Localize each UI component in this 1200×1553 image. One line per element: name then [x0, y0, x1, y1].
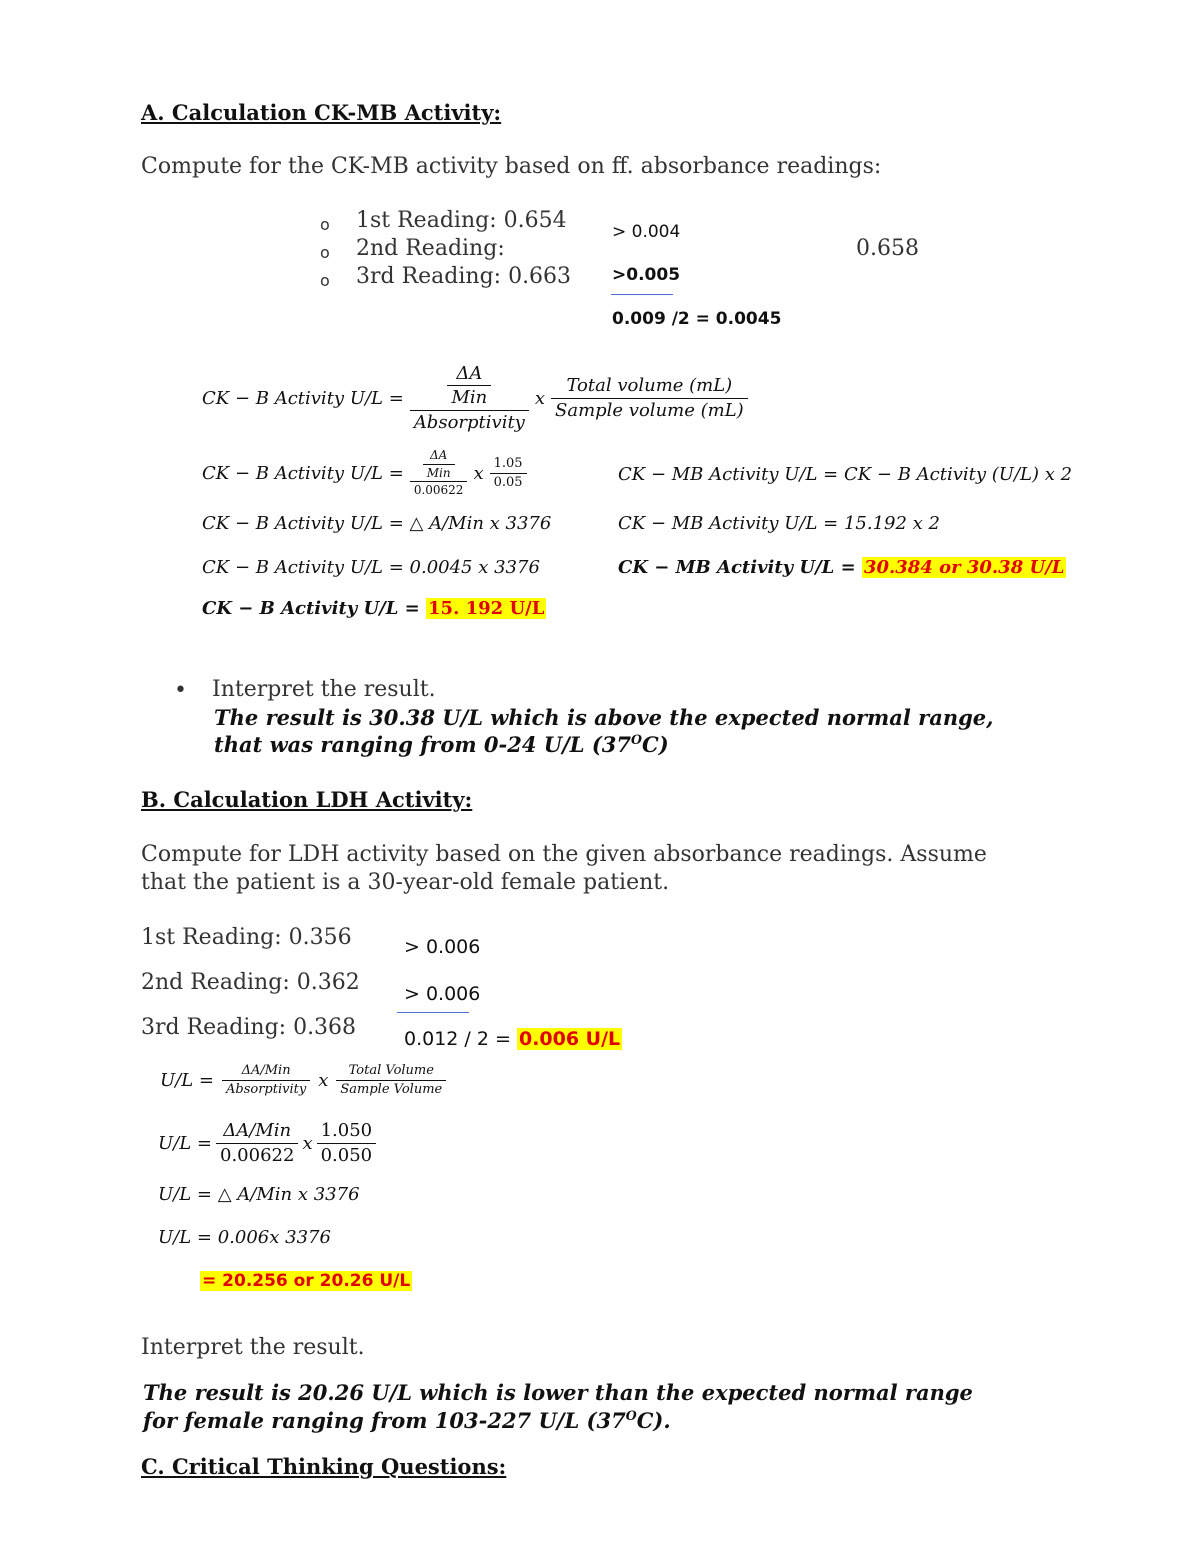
ldh-diff-sum-result: 0.006 U/L [518, 1028, 621, 1050]
delta-a: ΔA [447, 363, 491, 387]
ldh-reading-2: 2nd Reading: 0.362 [141, 970, 360, 995]
sample-volume-value: 0.050 [320, 1144, 373, 1166]
ldh-formula-substituted [158, 1114, 376, 1172]
times-sign: x [318, 1069, 329, 1091]
ck-mb-result-line [618, 557, 1066, 578]
section-b-heading: B. Calculation LDH Activity: [141, 787, 473, 812]
ldh-step-4: U/L = 0.006x 3376 [158, 1227, 331, 1248]
section-b-instruction-1: Compute for LDH activity based on the given absorbance readings. Assume [141, 842, 987, 867]
reading-1: 1st Reading: 0.654 [356, 208, 567, 233]
diff-sum: 0.009 /2 = 0.0045 [612, 309, 782, 329]
formula-lhs: CK − B Activity U/L = [202, 462, 404, 484]
delta-per-min: ΔA/Min [216, 1120, 298, 1144]
ldh-diff-sum [404, 1028, 622, 1050]
formula-lhs: U/L = [158, 1132, 212, 1154]
section-b-interpret-prompt: Interpret the result. [141, 1335, 365, 1360]
ldh-formula-general [160, 1058, 446, 1102]
total-volume-value: 1.050 [317, 1120, 377, 1144]
ck-b-result-value: 15. 192 U/L [428, 598, 545, 619]
ldh-diff-2: > 0.006 [404, 983, 481, 1005]
ck-b-formula-substituted [202, 442, 527, 504]
delta-per-min [447, 363, 491, 409]
volume-fraction [336, 1063, 446, 1097]
delta-a: ΔA [423, 448, 455, 464]
reading-2: 2nd Reading: [356, 236, 505, 261]
section-c-heading: C. Critical Thinking Questions: [141, 1454, 507, 1479]
section-a-interpretation-line-1: The result is 30.38 U/L which is above the expected normal range, [214, 705, 994, 730]
delta-per-min: ΔA/Min [222, 1063, 310, 1081]
ck-b-result-lhs: CK − B Activity U/L = [202, 598, 427, 619]
diff-1: > 0.004 [612, 222, 681, 242]
ck-b-formula-general [202, 358, 748, 438]
section-b-interpretation-line-2 [143, 1408, 671, 1433]
formula-fraction [216, 1120, 298, 1166]
total-volume: Total Volume [336, 1063, 446, 1081]
interpret-bullet: • [174, 678, 187, 703]
sum-rule [611, 294, 673, 295]
ldh-reading-3: 3rd Reading: 0.368 [141, 1015, 357, 1040]
interp-text: C) [641, 732, 669, 757]
sample-volume: Sample Volume [340, 1081, 443, 1097]
interp-text: C). [636, 1408, 671, 1433]
volume-fraction [317, 1120, 377, 1166]
ck-b-step-4: CK − B Activity U/L = 0.0045 x 3376 [202, 557, 540, 578]
reading-2-value: 0.658 [856, 236, 919, 261]
times-sign: x [473, 462, 484, 484]
ck-b-step-3: CK − B Activity U/L = △ A/Min x 3376 [202, 513, 552, 534]
ck-mb-step-1: CK − MB Activity U/L = CK − B Activity (U/L) x 2 [618, 464, 1073, 485]
ldh-result-value: = 20.256 or 20.26 U/L [202, 1271, 411, 1291]
list-bullet: o [320, 243, 330, 262]
section-a-heading: A. Calculation CK-MB Activity: [141, 100, 502, 125]
degree-mark: O [631, 732, 642, 747]
absorptivity: Absorptivity [226, 1081, 307, 1097]
min: Min [451, 387, 488, 409]
list-bullet: o [320, 215, 330, 234]
interp-text: for female ranging from 103-227 U/L (37 [143, 1408, 626, 1433]
interp-text: that was ranging from 0-24 U/L (37 [214, 732, 631, 757]
sample-volume: Sample volume (mL) [555, 399, 744, 421]
volume-fraction [551, 375, 748, 421]
formula-fraction [410, 363, 529, 434]
formula-fraction [222, 1063, 310, 1097]
times-sign: x [302, 1132, 313, 1154]
total-volume: Total volume (mL) [551, 375, 748, 399]
ck-mb-result-lhs: CK − MB Activity U/L = [618, 557, 862, 578]
reading-3: 3rd Reading: 0.663 [356, 264, 572, 289]
section-a-interpretation-line-2 [214, 732, 669, 757]
formula-lhs: CK − B Activity U/L = [202, 387, 404, 409]
ldh-step-3: U/L = △ A/Min x 3376 [158, 1184, 360, 1205]
ck-mb-step-2: CK − MB Activity U/L = 15.192 x 2 [618, 513, 940, 534]
times-sign: x [534, 387, 546, 409]
section-b-instruction-2: that the patient is a 30-year-old female patient. [141, 870, 670, 895]
volume-fraction [490, 456, 527, 490]
diff-2: >0.005 [612, 265, 681, 285]
absorptivity-value: 0.00622 [220, 1144, 295, 1166]
ldh-result [200, 1271, 412, 1291]
formula-fraction [410, 448, 468, 497]
ldh-sum-rule [397, 1012, 469, 1013]
list-bullet: o [320, 271, 330, 290]
ldh-diff-1: > 0.006 [404, 936, 481, 958]
ldh-diff-sum-pre: 0.012 / 2 = [404, 1028, 517, 1050]
absorptivity: Absorptivity [413, 411, 525, 433]
section-a-interpret-prompt: Interpret the result. [212, 677, 436, 702]
degree-mark: O [625, 1408, 637, 1423]
ck-b-result-line [202, 598, 546, 619]
ldh-reading-1: 1st Reading: 0.356 [141, 925, 352, 950]
delta-per-min [423, 448, 455, 480]
section-a-instruction: Compute for the CK-MB activity based on ff. absorbance readings: [141, 154, 882, 179]
total-volume-value: 1.05 [490, 456, 527, 474]
sample-volume-value: 0.05 [493, 474, 523, 490]
ck-mb-result-value: 30.384 or 30.38 U/L [863, 557, 1065, 578]
section-b-interpretation-line-1: The result is 20.26 U/L which is lower than the expected normal range [143, 1380, 973, 1405]
formula-lhs: U/L = [160, 1069, 214, 1091]
absorptivity-value: 0.00622 [413, 483, 464, 498]
min: Min [426, 465, 451, 480]
